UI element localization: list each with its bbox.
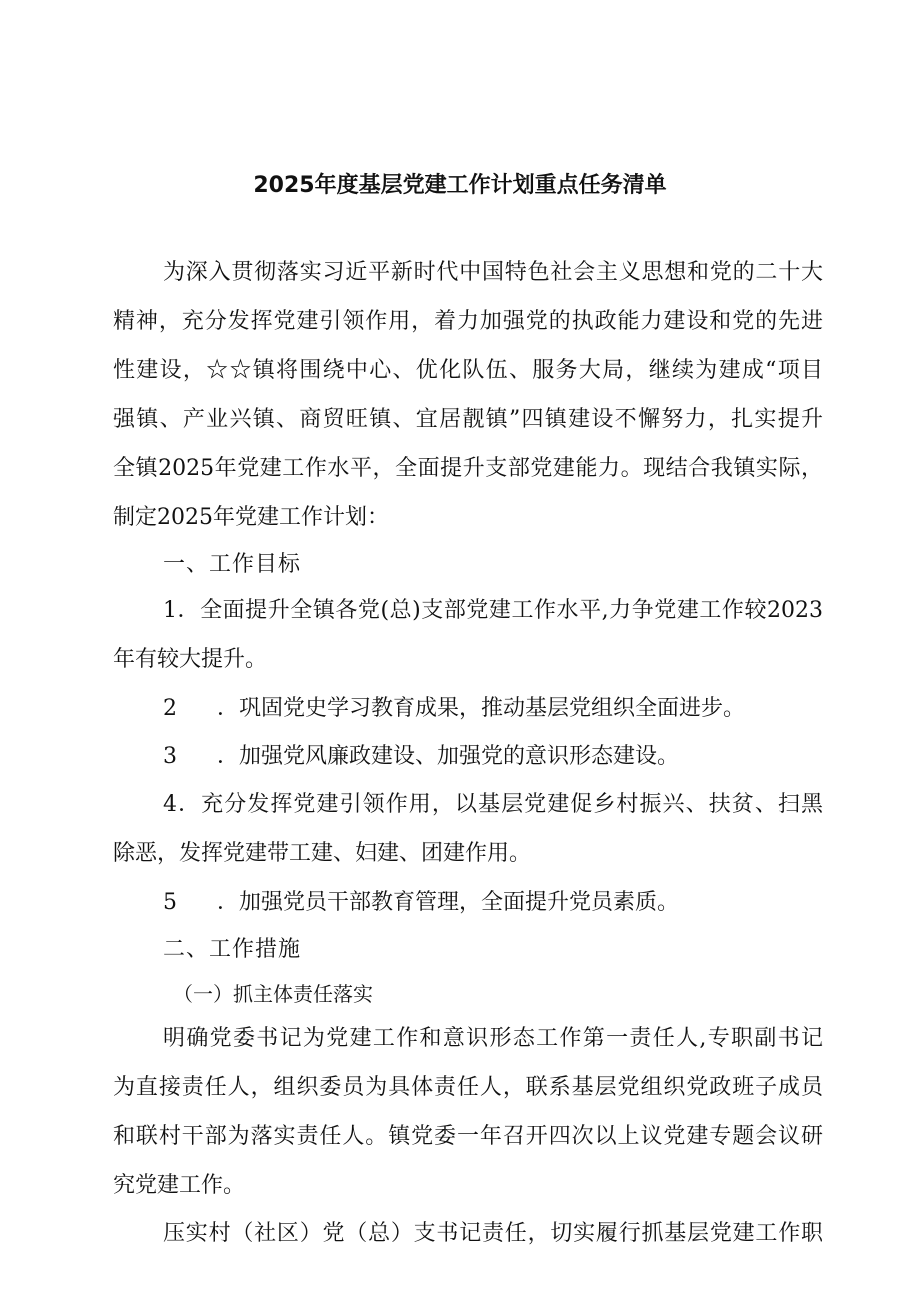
goal-item-3 [163, 742, 823, 772]
intro-line-3: 性建设，☆☆镇将围绕中心、优化队伍、服务大局，继续为建成“项目 [113, 358, 823, 383]
intro-line-4: 强镇、产业兴镇、商贸旺镇、宜居靓镇”四镇建设不懈努力，扎实提升 [113, 407, 823, 432]
measures-para2-line-1: 压实村（社区）党（总）支书记责任，切实履行抓基层党建工作职 [163, 1221, 823, 1246]
intro-line-6: 制定2025年党建工作计划： [113, 505, 389, 530]
goal-item-2 [163, 694, 823, 724]
goal-item-4-continued: 除恶，发挥党建带工建、妇建、团建作用。 [113, 841, 532, 866]
measures-para1-line-3: 和联村干部为落实责任人。镇党委一年召开四次以上议党建专题会议研 [113, 1124, 823, 1149]
goal-item-2-number: 2 [163, 696, 177, 721]
goal-item-5-number: 5 [163, 890, 177, 915]
goal-item-1-number: 1 [163, 598, 177, 623]
intro-line-2: 精神，充分发挥党建引领作用，着力加强党的执政能力建设和党的先进 [113, 309, 823, 334]
goal-item-4-number: 4 [163, 792, 177, 817]
goal-item-2-text: ．巩固党史学习教育成果，推动基层党组织全面进步。 [217, 696, 746, 721]
goal-item-1-continued: 年有较大提升。 [113, 647, 268, 672]
goal-item-4 [163, 790, 823, 820]
goal-item-3-number: 3 [163, 744, 177, 769]
goal-item-3-text: ．加强党风廉政建设、加强党的意识形态建设。 [217, 744, 680, 769]
subsection-heading-responsibility: （一）抓主体责任落实 [173, 982, 373, 1006]
document-title: 2025年度基层党建工作计划重点任务清单 [253, 173, 667, 198]
goal-item-5-text: ．加强党员干部教育管理，全面提升党员素质。 [217, 890, 680, 915]
intro-line-1: 为深入贯彻落实习近平新时代中国特色社会主义思想和党的二十大 [163, 260, 823, 285]
measures-para1-line-1: 明确党委书记为党建工作和意识形态工作第一责任人,专职副书记 [163, 1026, 823, 1051]
goal-item-1-text: ．全面提升全镇各党(总)支部党建工作水平,力争党建工作较2023 [177, 598, 823, 623]
measures-para1-line-2: 为直接责任人，组织委员为具体责任人，联系基层党组织党政班子成员 [113, 1075, 823, 1100]
goal-item-5 [163, 888, 823, 918]
intro-line-5: 全镇2025年党建工作水平，全面提升支部党建能力。现结合我镇实际， [113, 456, 823, 481]
measures-para1-line-4: 究党建工作。 [113, 1173, 246, 1198]
section-heading-goals: 一、工作目标 [163, 552, 302, 577]
section-heading-measures: 二、工作措施 [163, 937, 302, 962]
goal-item-1 [163, 596, 823, 626]
goal-item-4-text: ．充分发挥党建引领作用，以基层党建促乡村振兴、扶贫、扫黑 [177, 792, 823, 817]
